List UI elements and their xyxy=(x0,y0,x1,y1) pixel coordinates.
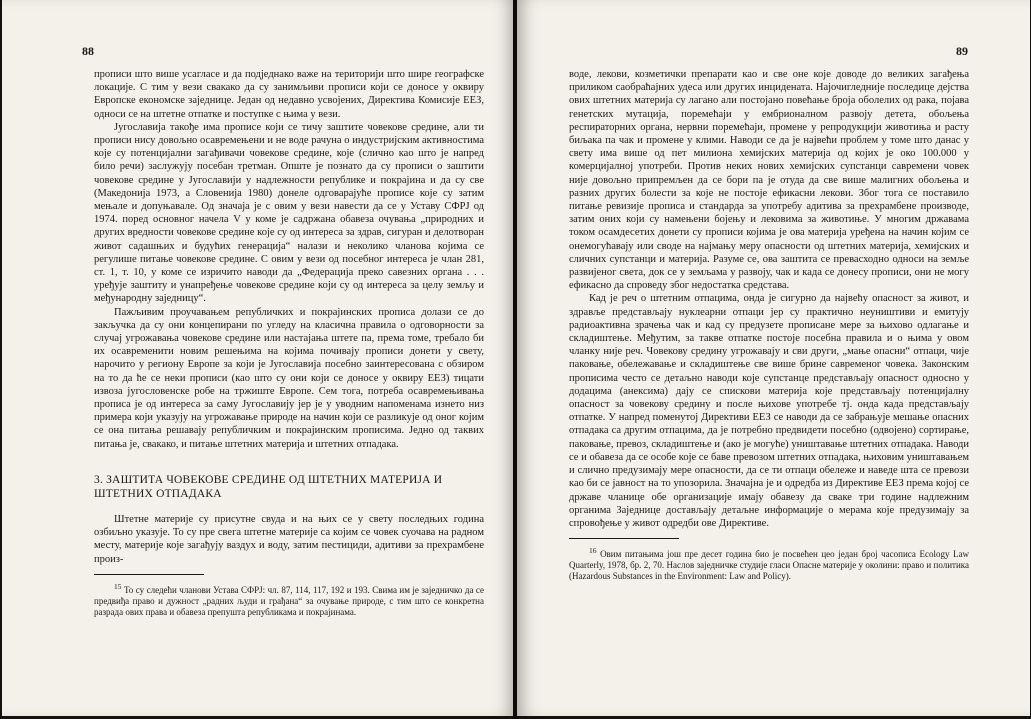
left-page xyxy=(2,0,515,716)
right-page-body xyxy=(569,68,969,582)
footnote-mark: 15 xyxy=(114,581,122,591)
section-heading: 3. ЗАШТИТА ЧОВЕКОВЕ СРЕДИНЕ ОД ШТЕТНИХ МАТЕРИЈА И ШТЕТНИХ ОТПАДАКА xyxy=(94,473,443,500)
footnote-rule xyxy=(94,574,204,575)
paragraph: прописи што више усагласе и да подједнако важе на територији што шире географске локације. С тим у вези свакако да су занимљиви прописи који се доносе у оквиру Европске економске заједнице. Један од недавно усвојених, Директива Комисије ЕЕЗ, односи се на штетне отпатке и поступке с њима у вези. xyxy=(94,69,484,120)
paragraph: Штетне материје су присутне свуда и на њих се у свету последњих година озбиљно указује. То су пре свега штетне материје са којим се човек суочава на радном месту, материје које загађују ваздух и воду, затим пестициди, адитиви за прехрамбене произ- xyxy=(94,513,484,565)
footnote-text: То су следећи чланови Устава СФРЈ: чл. 87, 114, 117, 192 и 193. Свима им је заједничко да се предвиђа право и дужност „радних људи и грађана“ за очување природе, с тим што се конкретна разрада ових права и обавеза препушта републикама и покрајинама. xyxy=(94,584,485,617)
footnote-text: Овим питањима још пре десет година био је посвећен цео један број часописа Ecology Law Quarterly, 1978, бр. 2, 70. Наслов заједничке студије гласи Опасне материје у околини: право и политика (Hazardous Substances in the Environment: Law and Policy). xyxy=(569,549,969,582)
paragraph: воде, лекови, козметички препарати као и све оне које доводе до великих загађења приликом саобраћајних удеса или других инцидената. Најочигледније последице дејства ових штетних материја су лагано али постојано повећање броја оболелих од рака, појава генетских мутација, поремећаји у ембрионалном развоју детета, обољења респираторних органа, нервни поремећаји, промене у репродукцији животиња и расту биљака па чак и промене у клими. Наводи се да је највећи проблем у томе што данас у свету има више од пет милиона хемијских материја од којих је око 100.000 у комерцијалној употреби. Против неких нових хемијских супстанци савремени човек није довољно припремљен да се бори па је отуда да све више малигних обољења и разних других болести за које не постоје ефикасни лекови. Због тога се поставило питање ревизије прописа и стандарда за употребу адитива за прехрамбене производе, затим оних који су намењени бојењу и лековима за животиње. У многим државама током осамдесетих донети су прописи којима је ова материја уређена на начин којим се онемогућавају или своде на најмању меру опасности од штетних материја, хемијских и сличних супстанци и материја. Разуме се, ова заштита се превасходно односи на земље развијеног света, док се у земљама у развоју, чак и када се донесу прописи, они не могу ефикасно да спроведу због недостатка средстава. xyxy=(569,69,969,292)
left-page-body xyxy=(94,68,484,618)
page-number-left: 88 xyxy=(82,44,94,58)
footnote xyxy=(94,581,484,618)
paragraph: Југославија такође има прописе који се тичу заштите човекове средине, али ти прописи нису довољно осавремењени и не воде рачуна о индустријским активностима које су потенцијални загађивачи човекове средине, које (слично као што је напред било речи) заслужују посебан третман. Опште је познато да су прописи о заштити човекове средине у Југославији у надлежности републике и покрајина и да су све (Македонија 1973, а Словенија 1980) донеле одговарајуће прописе које су затим мењале и допуњавале. Од значаја је с овим у вези навести да се у Уставу СФРЈ од 1974. поред основног начела V у коме је садржана обавеза очувања „природних и других вредности човекове средине које су од интереса за здрав, сигуран и делотворан живот садашњих и будућих генерација“ налази и неколико чланова којима се регулише питање човекове средине. С овим у вези од посебног интереса је члан 281, ст. 1, т. 10, у коме се изричито наводи да „Федерација преко савезних органа . . . уређује заштиту и унапређење човекове средине који су од интереса за целу земљу и међународну заједницу“. xyxy=(94,121,484,305)
paragraph: Пажљивим проучавањем републичких и покрајинских прописа долази се до закључка да су они концепирани по угледу на класична правила о одговорности за случај угрожавања човекове средине или настајања штете па, према томе, требало би их осавременити новим решењима на којима почивају прописи донети у свету, нарочито у региону Европе за који је Југославија посебно заинтересована с обзиром на то да ће се неки прописи (као што су они који се доносе у оквиру ЕЕЗ) тицати извоза југословенске робе на тржиште Европе. Сем тога, потреба осавремењивања прописа је од интереса за саму Југославију јер је у уводним напоменама изнето низ примера који указују на угрожавање природе на начин који се разликује од оног којим се она питања решавају републичким и покрајинским прописима. Једно од таквих питања је, свакако, и питање штетних материја и штетних отпадака. xyxy=(94,306,484,450)
footnote-mark: 16 xyxy=(589,546,597,556)
footnote-rule xyxy=(569,538,679,539)
page-number-right: 89 xyxy=(956,44,968,58)
paragraph: Кад је реч о штетним отпацима, онда је сигурно да највећу опасност за живот, и здравље представљају нуклеарни отпаци јер су практично неуништиви и емитују радиоактивна зрачења чак и кад су предузете прописане мере за њихово одлагање и складиштење. Међутим, за такве отпатке постоје посебна правила и о њима у овом чланку није реч. Човекову средину угрожавају и сви други, „мање опасни“ отпаци, чије паковање, обележавање и складиштење све више брине савременог човека. Законским прописима често се детаљно наводи које супстанце представљају опасност односно у додацима (анексима) дају се спискови материја које представљају потенцијалну опасност за човекову средину и после њихове употребе тј. онда када представљају отпатке. У напред поменутој Директиви ЕЕЗ се наводи да се забрањује мешање опасних отпадака са другим отпацима, да је потребно предвидети посебно (одвојено) сортирање, паковање, превоз, складиштење и (ако је могуће) уништавање штетних отпадака. Наводи се и обавеза да се особе које се баве превозом штетних отпадака, њиховим уништавањем и слично предузимају мере опасности, да се ти отпаци обележе и наведе шта се превози као би се јавност на то упозорила. Значајна је и одредба из Директиве ЕЕЗ према којој се државе чланице обе организације имају обавезу да сваке три године надлежним органима Заједнице достављају детаљне информације о мерама које предузимају за спровођење у живот одредби ове Директиве. xyxy=(569,293,969,529)
footnote xyxy=(569,545,969,582)
right-page xyxy=(517,0,1030,716)
